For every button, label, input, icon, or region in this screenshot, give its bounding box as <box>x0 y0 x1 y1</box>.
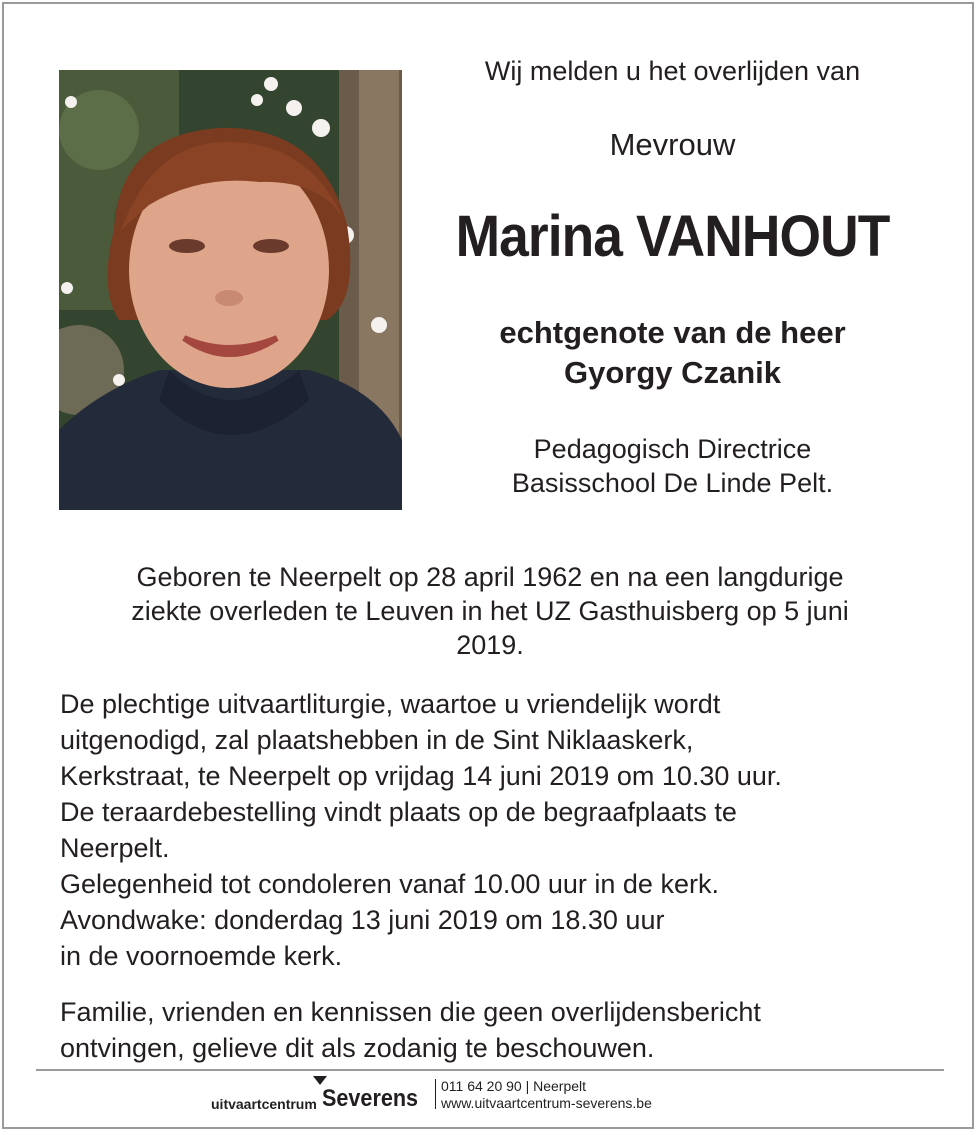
honorific-title: Mevrouw <box>609 127 736 162</box>
birth-line-2: ziekte overleden te Leuven in het UZ Gasthuisberg op 5 juni <box>131 596 849 626</box>
footer-divider <box>36 1069 944 1071</box>
spouse-line-2: Gyorgy Czanik <box>563 355 782 390</box>
contact-phone: 011 64 20 90 | Neerpelt <box>441 1078 587 1094</box>
brand-triangle-icon <box>313 1076 327 1085</box>
footer <box>0 1074 980 1114</box>
ceremony-paragraph <box>60 686 940 974</box>
closing-line: Familie, vrienden en kennissen die geen overlijdensbericht <box>60 997 761 1027</box>
portrait-photo <box>59 70 402 510</box>
brand-small-text: uitvaartcentrum <box>211 1096 317 1112</box>
brand-name: Severens <box>322 1085 419 1112</box>
intro-text: Wij melden u het overlijden van <box>484 56 861 86</box>
deceased-name: Marina VANHOUT <box>455 204 890 269</box>
spouse-block <box>430 313 915 393</box>
birth-death-paragraph <box>60 560 920 662</box>
ceremony-line: Avondwake: donderdag 13 juni 2019 om 18.30 uur <box>60 905 665 935</box>
closing-line: ontvingen, gelieve dit als zodanig te beschouwen. <box>60 1033 655 1063</box>
birth-line-1: Geboren te Neerpelt op 28 april 1962 en na een langdurige <box>136 562 844 592</box>
closing-paragraph <box>60 994 940 1066</box>
spouse-line-1: echtgenote van de heer <box>499 315 846 350</box>
role-line-1: Pedagogisch Directrice <box>533 434 812 464</box>
role-block <box>430 432 915 500</box>
contact-block <box>441 1078 652 1112</box>
ceremony-line: De plechtige uitvaartliturgie, waartoe u vriendelijk wordt <box>60 689 721 719</box>
footer-separator <box>435 1079 436 1109</box>
ceremony-line: Kerkstraat, te Neerpelt op vrijdag 14 juni 2019 om 10.30 uur. <box>60 761 782 791</box>
birth-line-3: 2019. <box>456 630 524 660</box>
ceremony-line: De teraardebestelling vindt plaats op de begraafplaats te <box>60 797 737 827</box>
role-line-2: Basisschool De Linde Pelt. <box>511 468 834 498</box>
ceremony-line: Neerpelt. <box>60 833 170 863</box>
ceremony-line: uitgenodigd, zal plaatshebben in de Sint Niklaaskerk, <box>60 725 694 755</box>
contact-website[interactable]: www.uitvaartcentrum-severens.be <box>441 1095 652 1111</box>
ceremony-line: in de voornoemde kerk. <box>60 941 343 971</box>
ceremony-line: Gelegenheid tot condoleren vanaf 10.00 uur in de kerk. <box>60 869 719 899</box>
